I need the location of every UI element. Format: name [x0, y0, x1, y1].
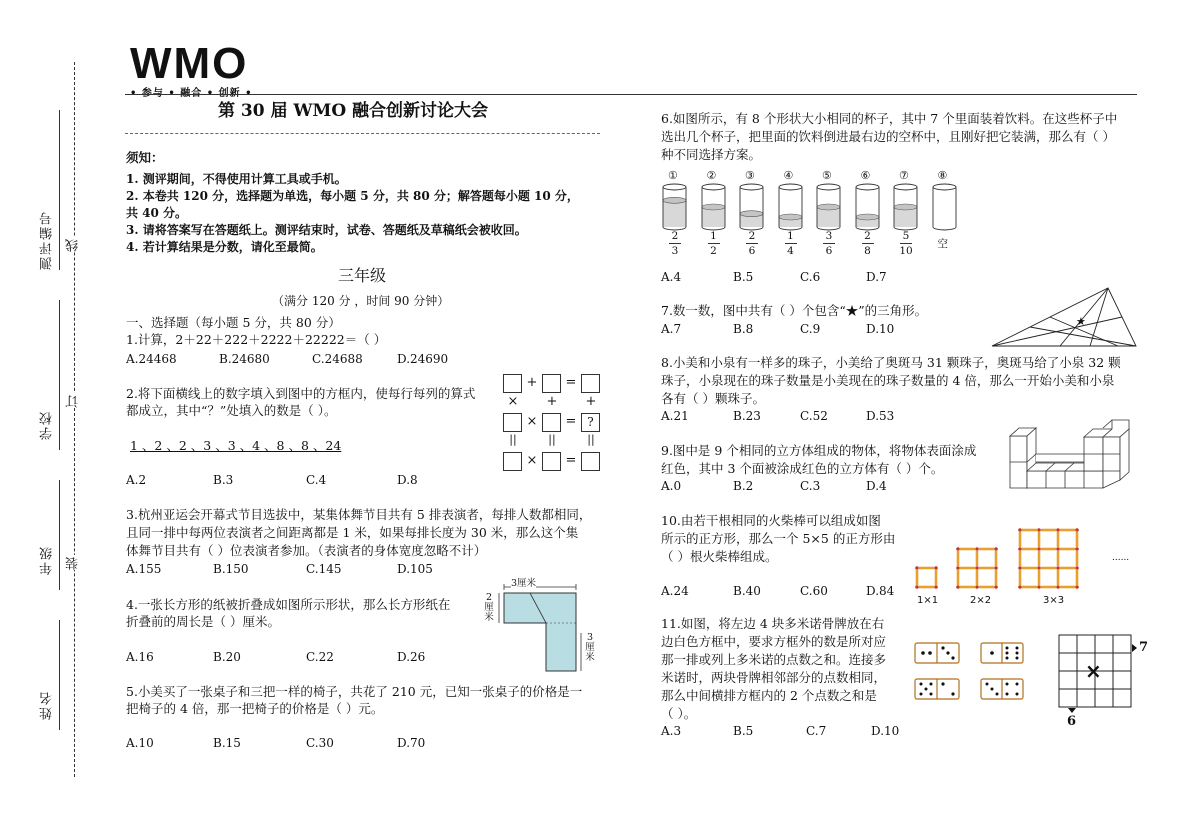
grid-box [542, 413, 561, 432]
question-text: 米诺时，两块骨牌相邻部分的点数相同， [661, 670, 887, 685]
question-text: 体舞节目共有（ ）位表演者参加。（表演者的身体宽度忽略不计） [126, 543, 487, 558]
option-d[interactable]: D.24690 [397, 352, 449, 366]
option-d[interactable]: D.4 [866, 479, 887, 493]
grid-box [503, 452, 522, 471]
notice-item: 1. 测评期间，不得使用计算工具或手机。 [126, 172, 347, 186]
question-text: 红色，其中 3 个面被涂成红色的立方体有（ ）个。 [661, 461, 944, 476]
option-c[interactable]: C.30 [306, 736, 334, 750]
option-d[interactable]: D.10 [866, 322, 895, 336]
parallel-sign: || [509, 433, 517, 446]
equals-sign: = [565, 375, 577, 390]
cup-icon [662, 182, 688, 232]
option-a[interactable]: A.7 [661, 322, 682, 336]
option-c[interactable]: C.22 [306, 650, 334, 664]
cup-fraction-bar [785, 243, 797, 244]
cup-label: ⑤ [822, 169, 832, 182]
option-d[interactable]: D.7 [866, 270, 887, 284]
question-text: 珠子，小泉现在的珠子数量是小美现在的珠子数量的 4 倍，那么一开始小美和小泉 [661, 373, 1115, 388]
cup-icon [739, 182, 765, 232]
option-d[interactable]: D.70 [397, 736, 426, 750]
question-text: 所示的正方形，那么一个 5×5 的正方形由 [661, 531, 896, 546]
cup-icon [893, 182, 919, 232]
option-a[interactable]: A.24468 [126, 352, 177, 366]
cup-fraction-denominator: 4 [787, 245, 794, 257]
cup-icon [932, 182, 958, 232]
equals-sign: = [565, 414, 577, 429]
cup-label: ① [668, 169, 678, 182]
option-a[interactable]: A.4 [661, 270, 682, 284]
question-text: 3.杭州亚运会开幕式节目选拔中，某集体舞节目共有 5 排表演者，每排人数都相同， [126, 507, 592, 522]
cup-fraction-bar [862, 243, 874, 244]
question-text: 7.数一数，图中共有（ ）个包含“★”的三角形。 [661, 303, 928, 318]
option-b[interactable]: B.23 [733, 409, 761, 423]
question-text: 边白色方框中，要求方框外的数是所对应 [661, 634, 887, 649]
triangle-figure [990, 284, 1138, 348]
notice-heading: 须知： [126, 150, 164, 165]
notice-item: 3. 请将答案写在答题纸上。测评结束时，试卷、答题纸及草稿纸会被收回。 [126, 223, 527, 237]
parallel-sign: || [548, 433, 556, 446]
fig-right-unit: 厘 [585, 642, 595, 653]
folded-paper-figure [480, 575, 600, 675]
cup-fraction-numerator: 2 [671, 230, 679, 242]
option-a[interactable]: A.10 [126, 736, 154, 750]
question-text: 选出几个杯子，把里面的饮料倒进最右边的空杯中，且刚好把它装满，那么有（ ） [661, 129, 1115, 144]
cup-fraction-bar [900, 243, 912, 244]
cup-icon [701, 182, 727, 232]
page-title: 第 30 届 WMO 融合创新讨论大会 [218, 101, 489, 121]
option-b[interactable]: B.20 [213, 650, 241, 664]
option-b[interactable]: B.5 [733, 724, 754, 738]
header-rule [125, 94, 1137, 95]
notice-item: 共 40 分。 [126, 206, 188, 220]
cup-fraction-numerator: 2 [864, 230, 871, 242]
cup-label: ④ [783, 169, 794, 182]
question-text: 折叠前的周长是（ ）厘米。 [126, 614, 280, 629]
sidebar-grade-blank [59, 480, 60, 590]
cup-fraction-denominator: 10 [899, 245, 913, 257]
question-text: 8.小美和小泉有一样多的珠子，小美给了奥斑马 31 颗珠子，奥斑马给了小泉 32 颗 [661, 355, 1121, 370]
option-c[interactable]: C.7 [806, 724, 827, 738]
option-b[interactable]: B.15 [213, 736, 241, 750]
option-a[interactable]: A.3 [661, 724, 682, 738]
question-text: 9.图中是 9 个相同的立方体组成的物体，将物体表面涂成 [661, 443, 977, 458]
sidebar-dashed-line [74, 62, 75, 777]
cup-icon [816, 182, 842, 232]
question-text: 那一排或列上多米诺的点数之和。连接多 [661, 652, 887, 667]
option-c[interactable]: C.9 [800, 322, 821, 336]
option-a[interactable]: A.16 [126, 650, 154, 664]
option-b[interactable]: B.5 [733, 270, 754, 284]
cup-fraction-numerator: 3 [825, 230, 833, 242]
matchstick-label-3x3: 3×3 [1043, 595, 1065, 606]
question-text: （ ）。 [661, 706, 697, 721]
cup-label: ⑦ [899, 169, 909, 182]
option-a[interactable]: A.24 [661, 584, 689, 598]
option-a[interactable]: A.21 [661, 409, 689, 423]
question-text: 2.将下面横线上的数字填入到图中的方框内，使每行每列的算式 [126, 386, 476, 401]
question-text: （ ）根火柴棒组成。 [661, 549, 778, 564]
option-d[interactable]: D.53 [866, 409, 895, 423]
matchstick-label-2x2: 2×2 [970, 595, 992, 606]
section-heading: 一、选择题（每小题 5 分，共 80 分） [126, 315, 341, 330]
grid-box [503, 374, 522, 393]
cup-label: ② [706, 169, 717, 182]
sidebar-exam-no-blank [59, 110, 60, 270]
question-text: 10.由若干根相同的火柴棒可以组成如图 [661, 513, 881, 528]
option-c[interactable]: C.145 [306, 562, 342, 576]
fig-left-unit: 厘 [484, 602, 494, 613]
question-text: 种不同选择方案。 [661, 147, 762, 162]
fig-right-unit2: 米 [585, 652, 595, 663]
fig-top-label: 3厘米 [511, 578, 537, 589]
notice-item: 2. 本卷共 120 分，选择题为单选，每小题 5 分，共 80 分；解答题每小题 10 分， [126, 189, 579, 203]
question-box: ? [581, 413, 600, 432]
option-d[interactable]: D.10 [871, 724, 900, 738]
matchstick-label-1x1: 1×1 [917, 595, 939, 606]
sidebar-line-label: 线 [66, 237, 81, 252]
option-c[interactable]: C.60 [800, 584, 828, 598]
grade-heading: 三年级 [338, 266, 387, 285]
fig-right-num: 3 [586, 632, 594, 643]
question-text: 5.小美买了一张桌子和三把一样的椅子，共花了 210 元，已知一张桌子的价格是一 [126, 684, 583, 699]
notice-item: 4. 若计算结果是分数，请化至最简。 [126, 240, 323, 254]
option-b[interactable]: B.40 [733, 584, 761, 598]
cup-fraction-denominator: 6 [825, 245, 833, 257]
cup-fraction-bar [669, 243, 681, 244]
fig-left-num: 2 [485, 592, 493, 603]
option-c[interactable]: C.4 [306, 473, 327, 487]
option-c[interactable]: C.3 [800, 479, 821, 493]
option-b[interactable]: B.8 [733, 322, 754, 336]
option-a[interactable]: A.2 [126, 473, 147, 487]
sidebar-exam-no-label: 测评编号 [40, 210, 55, 270]
matchstick-ellipsis: ...... [1112, 553, 1130, 563]
option-b[interactable]: B.2 [733, 479, 754, 493]
matchstick-figure [912, 518, 1092, 593]
parallel-sign: || [587, 433, 595, 446]
option-d[interactable]: D.26 [397, 650, 426, 664]
cup-icon [778, 182, 804, 232]
grid-box [542, 374, 561, 393]
option-c[interactable]: C.52 [800, 409, 828, 423]
option-b[interactable]: B.24680 [219, 352, 270, 366]
fig-left-label [484, 593, 494, 623]
question-text: 4.一张长方形的纸被折叠成如图所示形状，那么长方形纸在 [126, 597, 451, 612]
cup-fraction-bar [708, 243, 720, 244]
sidebar-school-blank [59, 300, 60, 450]
question-text: 把椅子的 4 倍，那一把椅子的价格是（ ）元。 [126, 701, 384, 716]
sidebar-ding-label: 订 [66, 393, 81, 408]
times-sign: × [526, 414, 538, 429]
cup-label: ⑧ [937, 169, 948, 182]
dominoes-figure [912, 640, 1032, 705]
title-dashed-rule [125, 133, 600, 134]
cup-empty-label: 空 [937, 238, 948, 250]
grid-bottom-number: 6 [1067, 714, 1077, 729]
cup-fraction-numerator: 1 [787, 230, 794, 242]
question-text: 6.如图所示，有 8 个形状大小相同的杯子，其中 7 个里面装着饮料。在这些杯子中 [661, 111, 1118, 126]
plus-sign: + [546, 394, 558, 409]
grid-cross-mark: × [1085, 659, 1102, 683]
option-b[interactable]: B.3 [213, 473, 234, 487]
cup-fraction-numerator: 2 [748, 230, 756, 242]
cup-fraction-denominator: 8 [864, 245, 871, 257]
option-a[interactable]: A.155 [126, 562, 162, 576]
equals-sign: = [565, 453, 577, 468]
cup-fraction-numerator: 5 [902, 230, 910, 242]
sidebar-grade-label: 年级 [40, 545, 55, 575]
sidebar-name-blank [59, 620, 60, 730]
question-text: 11.如图，将左边 4 块多米诺骨牌放在右 [661, 616, 885, 631]
times-sign: × [507, 394, 519, 409]
grid-box [542, 452, 561, 471]
cup-label: ⑥ [860, 169, 871, 182]
fig-right-label [585, 633, 595, 663]
question-text: 且同一排中每两位表演者之间距离都是 1 米，如果每排长度为 30 米，那么这个集 [126, 525, 579, 540]
option-b[interactable]: B.150 [213, 562, 249, 576]
logo-text: WMO [130, 39, 249, 88]
cup-fraction-denominator: 3 [671, 245, 679, 257]
question-text: 各有（ ）颗珠子。 [661, 391, 765, 406]
question-text: 都成立，其中“？”处填入的数是（ ）。 [126, 403, 337, 418]
option-d[interactable]: D.84 [866, 584, 895, 598]
question-text: 那么中间横排方框内的 2 个点数之和是 [661, 688, 877, 703]
option-c[interactable]: C.6 [800, 270, 821, 284]
plus-sign: + [526, 375, 538, 390]
option-d[interactable]: D.105 [397, 562, 433, 576]
cup-fraction-bar [746, 243, 758, 244]
numbers-list: 1 、2 、2 、3 、3 、4 、8 、8 、24 [130, 438, 342, 453]
option-a[interactable]: A.0 [661, 479, 682, 493]
sidebar-name-label: 姓名 [40, 690, 55, 720]
times-sign: × [526, 453, 538, 468]
exam-info: （满分 120 分 ，时间 90 分钟） [272, 294, 450, 308]
plus-sign: + [585, 394, 597, 409]
grid-box [503, 413, 522, 432]
cup-icon [855, 182, 881, 232]
cup-fraction-numerator: 1 [710, 230, 717, 242]
option-d[interactable]: D.8 [397, 473, 418, 487]
fig-left-unit2: 米 [484, 612, 494, 623]
option-c[interactable]: C.24688 [312, 352, 363, 366]
grid-box [581, 452, 600, 471]
logo [130, 39, 270, 99]
sidebar-school-label: 学校 [40, 410, 55, 440]
grid-box [581, 374, 600, 393]
grid-right-number: 7 [1139, 640, 1149, 655]
logo-slogan: • 参与 • 融合 • 创新 • [130, 88, 253, 99]
cup-fraction-denominator: 2 [710, 245, 717, 257]
cup-fraction-bar [823, 243, 835, 244]
cup-label: ③ [745, 169, 755, 182]
question-text: 1.计算，2＋22＋222＋2222＋22222＝（ ） [126, 332, 387, 347]
cubes-figure [1005, 418, 1137, 498]
sidebar-zhuang-label: 装 [66, 555, 81, 570]
star-icon: ★ [1076, 315, 1086, 328]
cup-fraction-denominator: 6 [748, 245, 756, 257]
